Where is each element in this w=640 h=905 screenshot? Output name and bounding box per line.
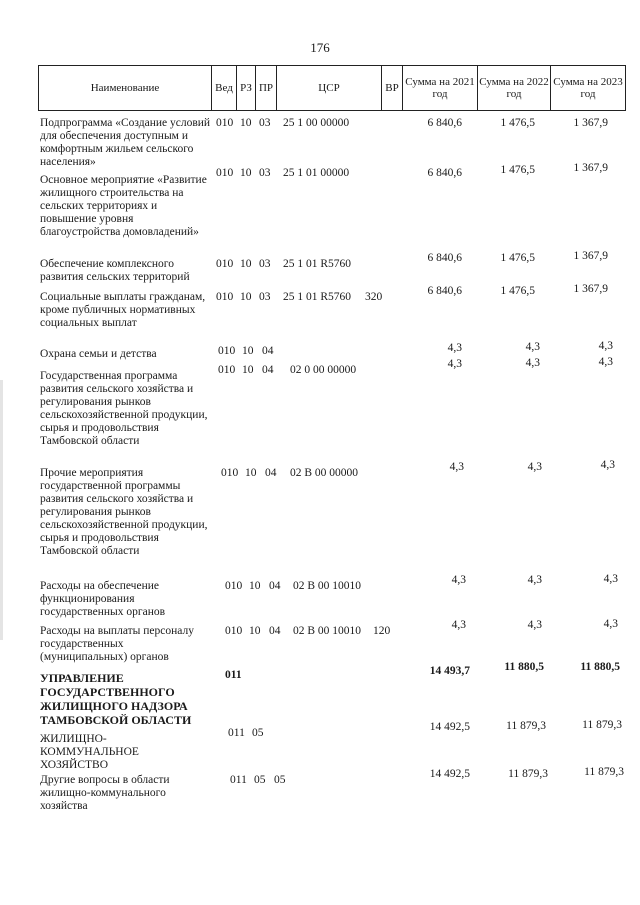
row-name: Расходы на выплаты персоналу государственных (муниципальных) органов bbox=[40, 625, 194, 663]
row-sum-2022: 4,3 bbox=[527, 461, 542, 473]
row-vr: 320 bbox=[365, 291, 383, 303]
row-sum-2021: 14 492,5 bbox=[429, 768, 470, 780]
row-sum-2022: 4,3 bbox=[527, 619, 542, 631]
row-name: Основное мероприятие «Развитие жилищного строительства на сельских территориях и повышение уровня благоустройства домовладений» bbox=[40, 174, 207, 238]
row-sum-2021: 6 840,6 bbox=[427, 285, 462, 297]
row-sum-2022: 11 879,3 bbox=[508, 768, 548, 780]
header-pr: ПР bbox=[256, 66, 277, 111]
row-rz: 10 bbox=[240, 117, 252, 129]
row-ved: 011 bbox=[230, 774, 247, 786]
row-csr: 02 В 00 10010 bbox=[293, 580, 362, 592]
row-name: Социальные выплаты гражданам, кроме публичных нормативных социальных выплат bbox=[40, 291, 206, 329]
row-pr: 05 bbox=[274, 774, 286, 786]
row-rz: 10 bbox=[240, 167, 252, 179]
row-rz: 10 bbox=[242, 364, 254, 376]
row-sum-2022: 1 476,5 bbox=[500, 252, 535, 264]
row-rz: 10 bbox=[249, 625, 261, 637]
row-sum-2023: 1 367,9 bbox=[573, 283, 608, 295]
row-csr: 02 0 00 00000 bbox=[290, 364, 357, 376]
row-sum-2022: 4,3 bbox=[525, 357, 540, 369]
row-name: Обеспечение комплексного развития сельских территорий bbox=[40, 258, 190, 283]
row-pr: 04 bbox=[262, 364, 274, 376]
header-vr: ВР bbox=[382, 66, 403, 111]
row-sum-2022: 11 880,5 bbox=[504, 661, 544, 673]
row-ved: 010 bbox=[218, 345, 236, 357]
row-name: Подпрограмма «Создание условий для обеспечения доступным и комфортным жильем сельского населения» bbox=[40, 117, 211, 168]
row-ved: 011 bbox=[228, 727, 245, 739]
row-sum-2023: 4,3 bbox=[603, 573, 618, 585]
row-rz: 10 bbox=[240, 291, 252, 303]
row-sum-2021: 4,3 bbox=[451, 574, 466, 586]
row-pr: 03 bbox=[259, 117, 271, 129]
row-sum-2021: 4,3 bbox=[449, 461, 464, 473]
row-sum-2023: 4,3 bbox=[598, 340, 613, 352]
row-sum-2023: 4,3 bbox=[603, 618, 618, 630]
row-rz: 05 bbox=[254, 774, 266, 786]
row-name: Расходы на обеспечение функционирования государственных органов bbox=[40, 580, 166, 618]
row-sum-2021: 14 493,7 bbox=[429, 665, 470, 677]
row-sum-2021: 4,3 bbox=[447, 358, 462, 370]
row-sum-2023: 11 879,3 bbox=[584, 766, 624, 778]
row-sum-2022: 4,3 bbox=[527, 574, 542, 586]
header-sum-2022: Сумма на 2022 год bbox=[478, 66, 551, 111]
row-sum-2021: 14 492,5 bbox=[429, 721, 470, 733]
row-csr: 25 1 00 00000 bbox=[283, 117, 350, 129]
row-name: ЖИЛИЩНО-КОММУНАЛЬНОЕ ХОЗЯЙСТВО bbox=[40, 733, 139, 771]
row-sum-2021: 4,3 bbox=[447, 342, 462, 354]
row-sum-2021: 6 840,6 bbox=[427, 252, 462, 264]
header-sum-2023: Сумма на 2023 год bbox=[551, 66, 626, 111]
header-ved: Вед bbox=[212, 66, 237, 111]
page-number: 176 bbox=[310, 40, 330, 55]
row-sum-2023: 1 367,9 bbox=[573, 117, 608, 129]
row-csr: 02 В 00 10010 bbox=[293, 625, 362, 637]
row-pr: 04 bbox=[265, 467, 277, 479]
row-ved: 010 bbox=[216, 117, 234, 129]
header-name: Наименование bbox=[39, 66, 212, 111]
row-pr: 03 bbox=[259, 291, 271, 303]
row-sum-2023: 11 880,5 bbox=[580, 661, 620, 673]
row-sum-2023: 1 367,9 bbox=[573, 162, 608, 174]
row-sum-2022: 1 476,5 bbox=[500, 164, 535, 176]
row-ved: 011 bbox=[225, 669, 242, 681]
header-csr: ЦСР bbox=[277, 66, 382, 111]
row-sum-2021: 6 840,6 bbox=[427, 117, 462, 129]
header-rz: РЗ bbox=[237, 66, 256, 111]
row-sum-2021: 4,3 bbox=[451, 619, 466, 631]
row-sum-2022: 4,3 bbox=[525, 341, 540, 353]
row-pr: 04 bbox=[269, 580, 281, 592]
header-sum-2021: Сумма на 2021 год bbox=[403, 66, 478, 111]
row-rz: 05 bbox=[252, 727, 264, 739]
row-ved: 010 bbox=[216, 167, 234, 179]
row-sum-2021: 6 840,6 bbox=[427, 167, 462, 179]
row-csr: 25 1 01 R5760 bbox=[283, 291, 352, 303]
row-sum-2023: 4,3 bbox=[600, 459, 615, 471]
row-sum-2022: 1 476,5 bbox=[500, 117, 535, 129]
row-pr: 03 bbox=[259, 258, 271, 270]
row-name: Другие вопросы в области жилищно-коммунального хозяйства bbox=[40, 774, 170, 812]
row-pr: 04 bbox=[269, 625, 281, 637]
row-rz: 10 bbox=[240, 258, 252, 270]
row-name: Прочие мероприятия государственной программы развития сельского хозяйства и регулирования рынков сельскохозяйственной продукции, сырья и продовольствия Тамбовской области bbox=[40, 467, 208, 557]
row-csr: 25 1 01 R5760 bbox=[283, 258, 352, 270]
table-header bbox=[38, 65, 626, 111]
row-sum-2023: 4,3 bbox=[598, 356, 613, 368]
row-vr: 120 bbox=[373, 625, 391, 637]
row-ved: 010 bbox=[216, 291, 234, 303]
row-rz: 10 bbox=[245, 467, 257, 479]
row-pr: 04 bbox=[262, 345, 274, 357]
row-sum-2022: 1 476,5 bbox=[500, 285, 535, 297]
scan-edge-mark bbox=[0, 380, 3, 640]
row-ved: 010 bbox=[225, 580, 243, 592]
row-rz: 10 bbox=[249, 580, 261, 592]
row-sum-2023: 1 367,9 bbox=[573, 250, 608, 262]
row-name: Охрана семьи и детства bbox=[40, 348, 157, 360]
row-ved: 010 bbox=[216, 258, 234, 270]
row-name: УПРАВЛЕНИЕ ГОСУДАРСТВЕННОГО ЖИЛИЩНОГО НАДЗОРА ТАМБОВСКОЙ ОБЛАСТИ bbox=[40, 671, 192, 727]
row-sum-2023: 11 879,3 bbox=[582, 719, 622, 731]
row-csr: 02 В 00 00000 bbox=[290, 467, 359, 479]
row-sum-2022: 11 879,3 bbox=[506, 720, 546, 732]
row-ved: 010 bbox=[221, 467, 239, 479]
row-rz: 10 bbox=[242, 345, 254, 357]
row-pr: 03 bbox=[259, 167, 271, 179]
row-ved: 010 bbox=[218, 364, 236, 376]
row-name: Государственная программа развития сельского хозяйства и регулирования рынков сельскохозяйственной продукции, сырья и продовольствия Тамбовской области bbox=[40, 370, 208, 447]
row-csr: 25 1 01 00000 bbox=[283, 167, 350, 179]
row-ved: 010 bbox=[225, 625, 243, 637]
